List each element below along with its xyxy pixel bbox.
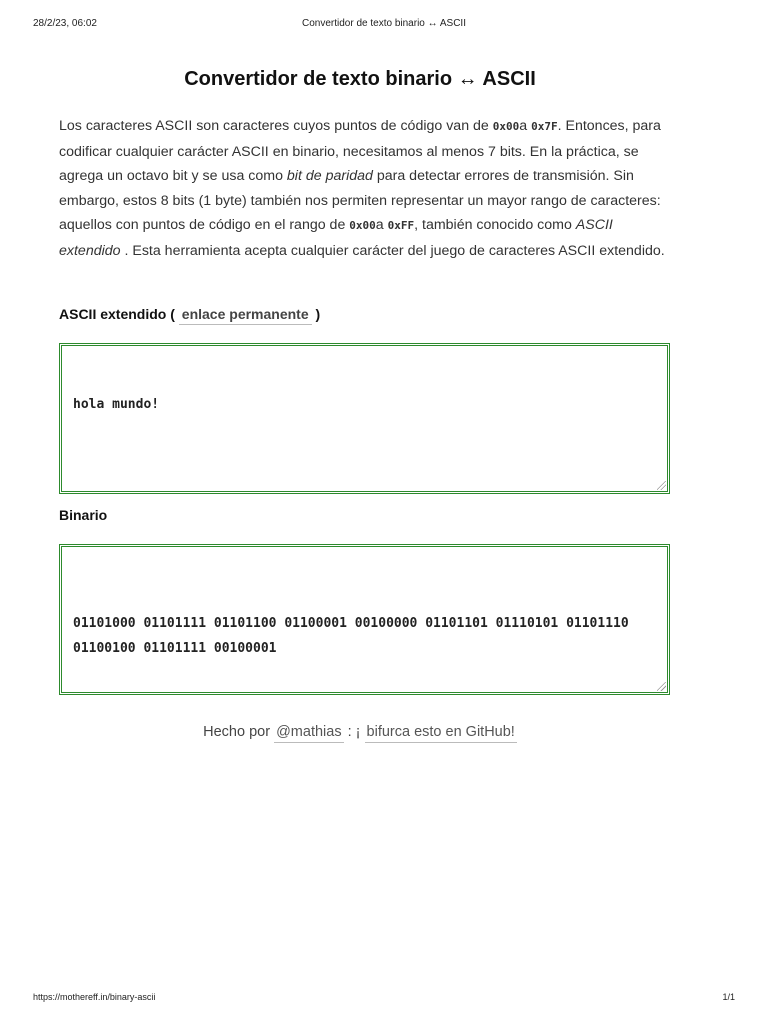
ascii-label-text: ASCII extendido ( — [59, 306, 175, 322]
author-link[interactable]: @mathias — [274, 724, 344, 743]
print-footer — [33, 992, 735, 1006]
print-header — [33, 18, 735, 32]
binary-input-value: 01101000 01101111 01101100 01100001 00100000 01101101 01110101 01101110 01100100 01101111 00100001 — [73, 616, 637, 656]
intro-code-4: 0xFF — [387, 219, 415, 233]
intro-text-4: para detectar errores de transmisión. Sin embargo, estos 8 bits (1 byte) también nos permiten representar un mayor rango de caracteres: aquellos con puntos de código en el rango de — [59, 168, 661, 234]
intro-text-7: . Esta herramienta acepta cualquier carácter del juego de caracteres ASCII extendido. — [120, 242, 665, 259]
intro-code-3: 0x00 — [349, 219, 376, 233]
intro-code-2: 0x7F — [531, 120, 558, 133]
footer-credit — [0, 724, 720, 740]
ascii-field-label — [59, 306, 320, 322]
credit-separator: : ¡ — [343, 724, 365, 740]
intro-paragraph — [59, 114, 669, 264]
print-page-number: 1/1 — [722, 992, 735, 1002]
github-fork-link[interactable]: bifurca esto en GitHub! — [365, 724, 517, 743]
ascii-input[interactable] — [59, 343, 670, 494]
intro-code-1: 0x00 — [492, 120, 520, 133]
intro-emphasis-extended-ascii: ASCII extendido — [59, 217, 613, 259]
intro-text-5: a — [375, 217, 388, 234]
ascii-label-close: ) — [315, 306, 321, 322]
intro-text-3: . Entonces, para codificar cualquier carácter ASCII en binario, necesitamos al menos 7 bits. En la práctica, se agrega un octavo bit y se usa como — [59, 118, 661, 185]
page-title: Convertidor de texto binario ↔ ASCII — [184, 68, 536, 90]
credit-prefix: Hecho por — [203, 724, 275, 740]
print-url: https://mothereff.in/binary-ascii — [33, 992, 156, 1002]
print-date: 28/2/23, 06:02 — [33, 18, 97, 29]
binary-input[interactable] — [59, 544, 670, 695]
binary-field-label: Binario — [59, 507, 108, 523]
intro-emphasis-parity-bit: bit de paridad — [286, 168, 373, 185]
intro-text-1: Los caracteres ASCII son caracteres cuyos puntos de código van de — [59, 118, 493, 134]
binary-resize-grip-icon[interactable] — [657, 682, 666, 691]
intro-text-6: , también conocido como — [414, 217, 576, 234]
permalink-link[interactable]: enlace permanente — [179, 306, 312, 325]
print-doc-title: Convertidor de texto binario ↔ ASCII — [302, 18, 466, 29]
intro-text-2: a — [519, 118, 532, 134]
ascii-resize-grip-icon[interactable] — [657, 481, 666, 490]
ascii-input-value: hola mundo! — [73, 397, 160, 412]
